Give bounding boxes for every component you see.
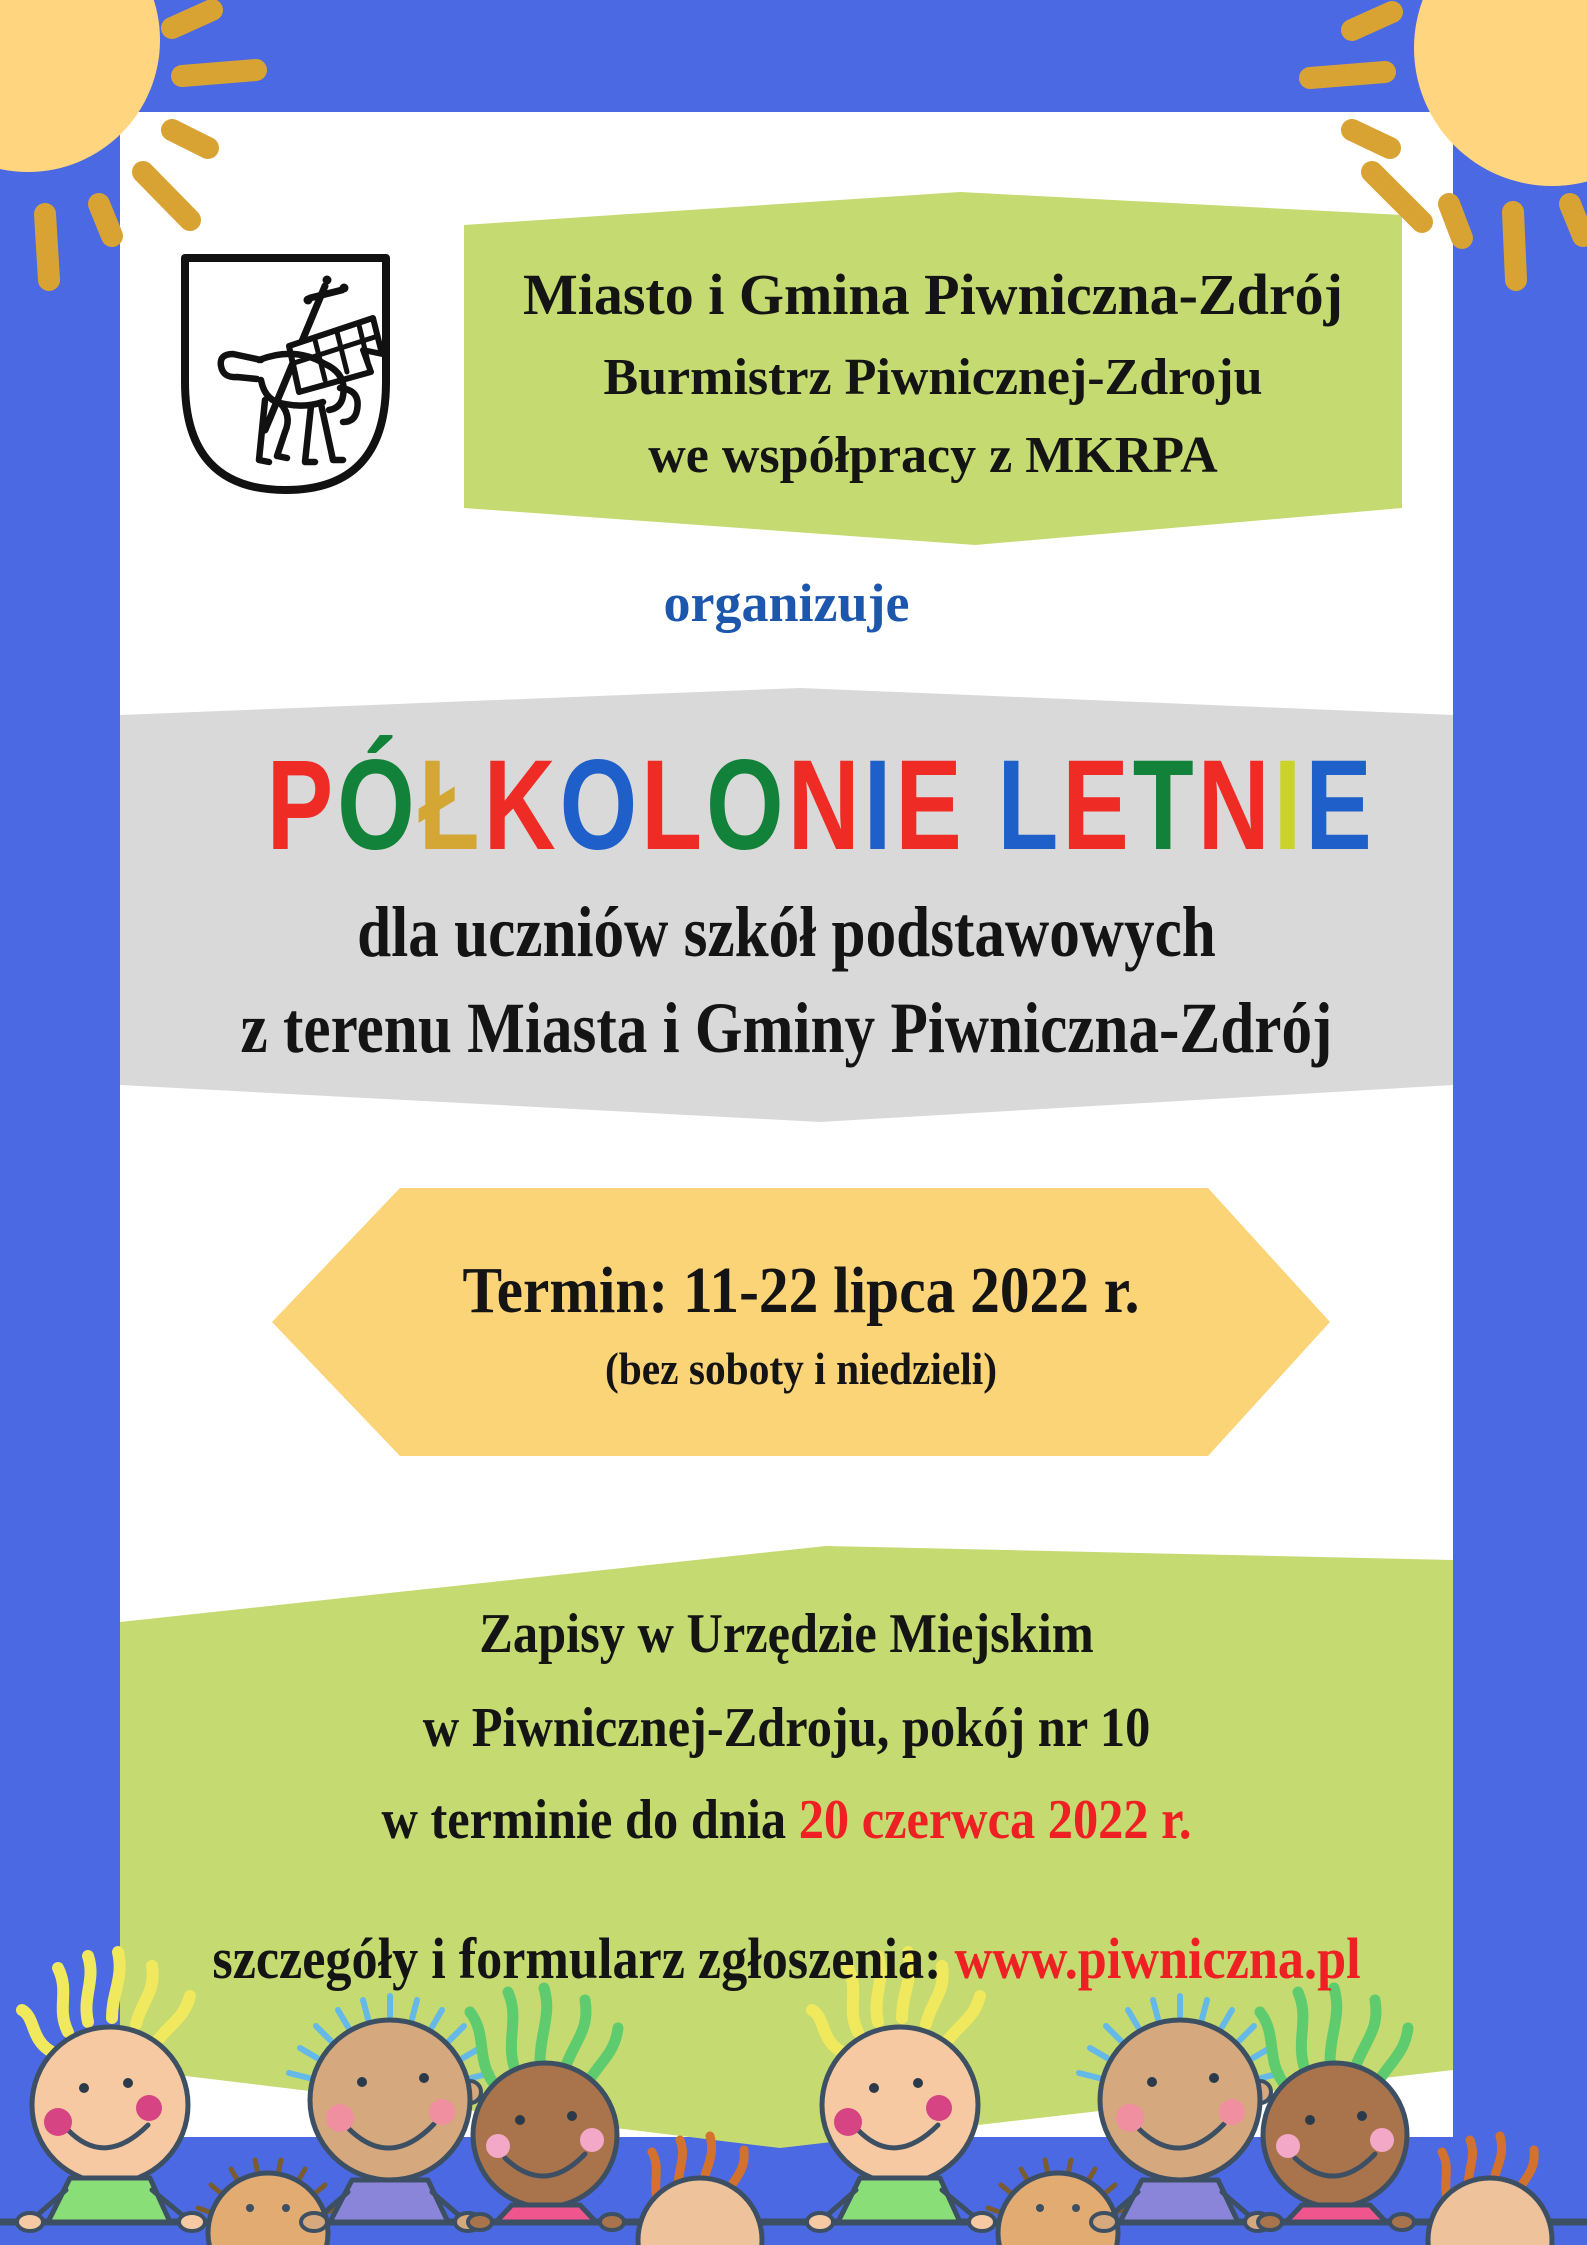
deadline-label: w terminie do dnia xyxy=(381,1789,799,1851)
details-line xyxy=(187,1926,1387,1991)
org-name-line: Miasto i Gmina Piwniczna-Zdrój xyxy=(522,262,1343,327)
organizes-label: organizuje xyxy=(663,573,910,633)
main-title: PÓŁKOLONIE LETNIE xyxy=(266,734,1376,877)
details-label: szczegóły i formularz zgłoszenia: xyxy=(212,1926,955,1991)
piwniczna-coat-of-arms xyxy=(185,258,386,490)
deadline-date: 20 czerwca 2022 r. xyxy=(798,1789,1192,1851)
org-cooperation-line: we współpracy z MKRPA xyxy=(648,427,1218,484)
subtitle-line-1: dla uczniów szkół podstawowych xyxy=(357,892,1216,972)
signup-line-1: Zapisy w Urzędzie Miejskim xyxy=(479,1603,1094,1665)
signup-deadline-line xyxy=(187,1789,1387,1851)
subtitle-line-2: z terenu Miasta i Gminy Piwniczna-Zdrój xyxy=(240,988,1333,1068)
term-note: (bez soboty i niedzieli) xyxy=(604,1343,998,1394)
org-mayor-line: Burmistrz Piwnicznej-Zdroju xyxy=(603,349,1263,406)
term-dates: Termin: 11-22 lipca 2022 r. xyxy=(462,1254,1140,1327)
website-url: www.piwniczna.pl xyxy=(954,1926,1361,1991)
signup-line-2: w Piwnicznej-Zdroju, pokój nr 10 xyxy=(422,1697,1151,1759)
